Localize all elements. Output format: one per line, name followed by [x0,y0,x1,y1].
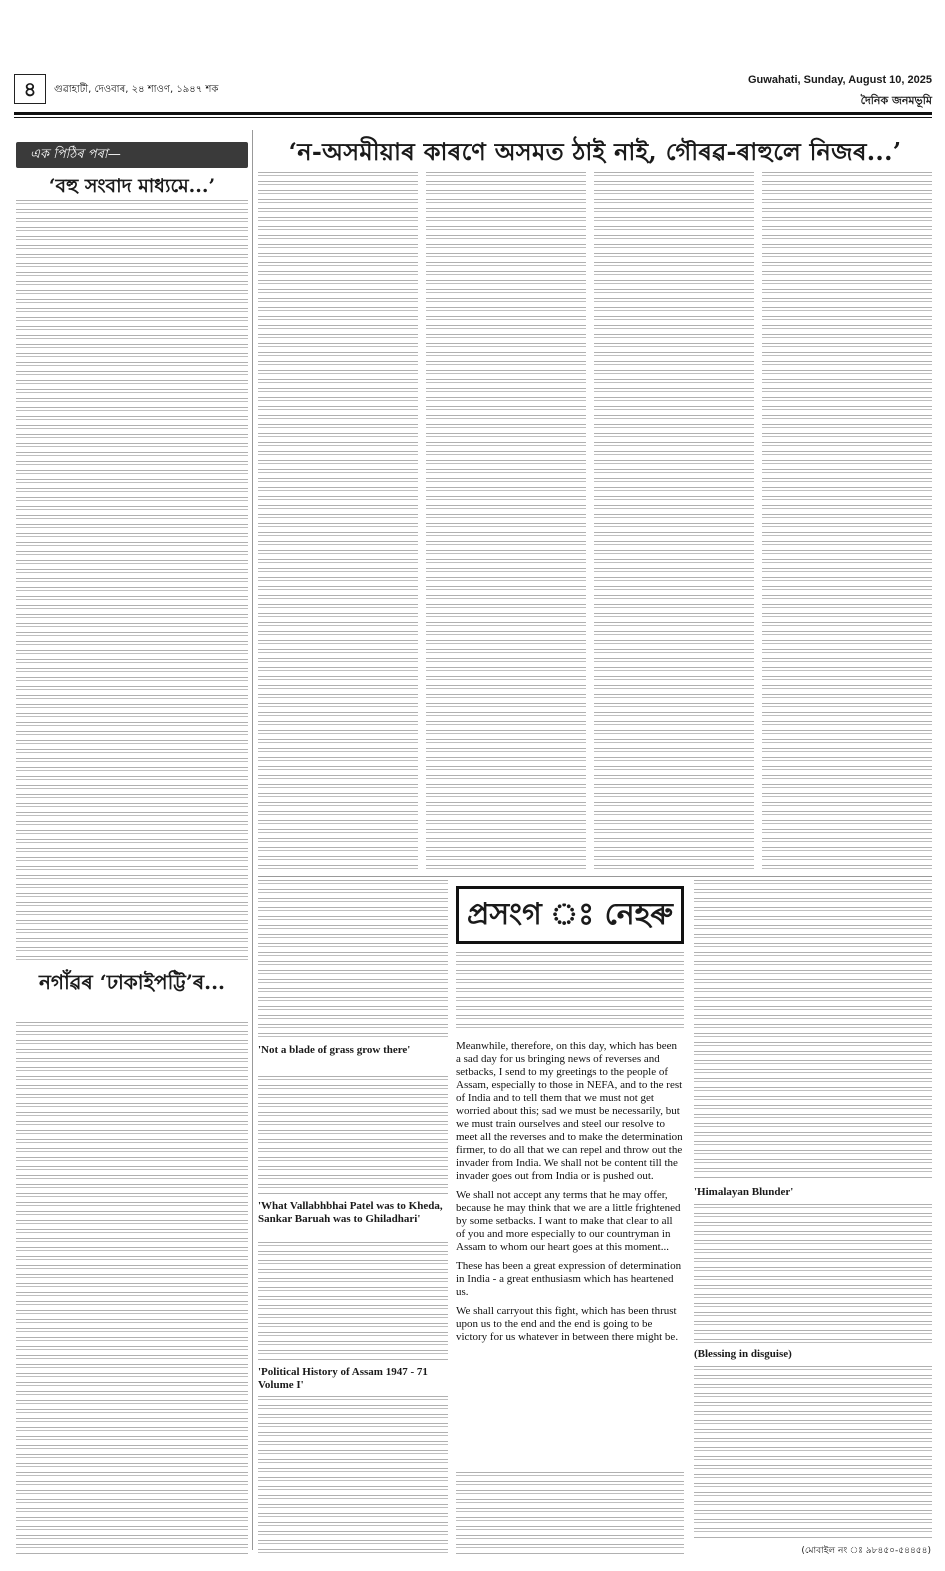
main-article-column-3 [594,172,754,872]
prasanga-column-3 [694,880,932,1540]
main-article-column-4 [762,172,932,872]
page-number: ৪ [14,74,46,104]
nehru-quote-para-1: Meanwhile, therefore, on this day, which has been a sad day for us bringing news of reverses and setbacks, I send to my greetings to the people of Assam, especially to those in NEFA, and to the rest of India and to tell them that we must not get worried about this; sad we must be necessarily, but we must train ourselves and steel our resolve to meet all the reverses and to make the determination firmer, to do all that we can repel and throw out the invader from India. We shall not be content till the invader goes out from India or is pushed out. [456,1040,683,1182]
quote-blade-of-grass: 'Not a blade of grass grow there' [258,1044,411,1056]
prasanga-column-2 [456,952,684,1556]
nehru-quote-para-3: These has been a great expression of determination in India - a great enthusiasm which has heartened us. [456,1260,682,1298]
masthead [14,68,932,120]
left-article-body [16,200,248,960]
nehru-quote-para-2: We shall not accept any terms that he may offer, because he may think that we are a little frightened by some setbacks. I want to make that clear to all of you and more especially to our countryman in Assam to whom our heart goes at this moment... [456,1189,681,1253]
date-english: Guwahati, Sunday, August 10, 2025 [748,74,932,86]
himalayan-blunder-phrase: 'Himalayan Blunder' [694,1186,794,1198]
masthead-rule [14,112,932,115]
author-mobile-number: (মোবাইল নং ঃ ৯৮৪৫০-৫৪৪৫৪) [801,1546,931,1556]
nagaon-headline: নগাঁৱৰ ‘ঢাকাইপট্টি’ৰ... [38,970,226,994]
date-assamese: গুৱাহাটী, দেওবাৰ, ২৪ শাওণ, ১৯৪৭ শক [54,84,219,95]
left-headline: ‘বহু সংবাদ মাধ্যমে...’ [48,175,216,197]
section-divider [258,876,932,877]
masthead-rule-thin [14,117,932,118]
nehru-quote-para-4: We shall carryout this fight, which has been thrust upon us to the end and the end is going to be victory for us whatever in between there might be. [456,1305,679,1343]
continued-from-tab: এক পিঠিৰ পৰা— [16,142,248,168]
main-article-column-1 [258,172,418,872]
quote-vallabhbhai: 'What Vallabhbhai Patel was to Kheda, Sankar Baruah was to Ghiladhari' [258,1200,443,1225]
column-divider [252,130,253,1550]
main-article-column-2 [426,172,586,872]
prasanga-column-1 [258,880,448,1556]
quote-political-history: 'Political History of Assam 1947 - 71 Volume I' [258,1366,428,1391]
prasanga-title-box: প্ৰসংগ ঃ নেহৰু [456,886,684,944]
main-headline: ‘ন-অসমীয়াৰ কাৰণে অসমত ঠাই নাই, গৌৰৱ-ৰাহুলে নিজৰ...’ [288,137,902,166]
paper-name: দৈনিক জনমভূমি [860,94,932,107]
blessing-in-disguise-phrase: (Blessing in disguise) [694,1348,792,1360]
nagaon-article-body [16,1022,248,1556]
